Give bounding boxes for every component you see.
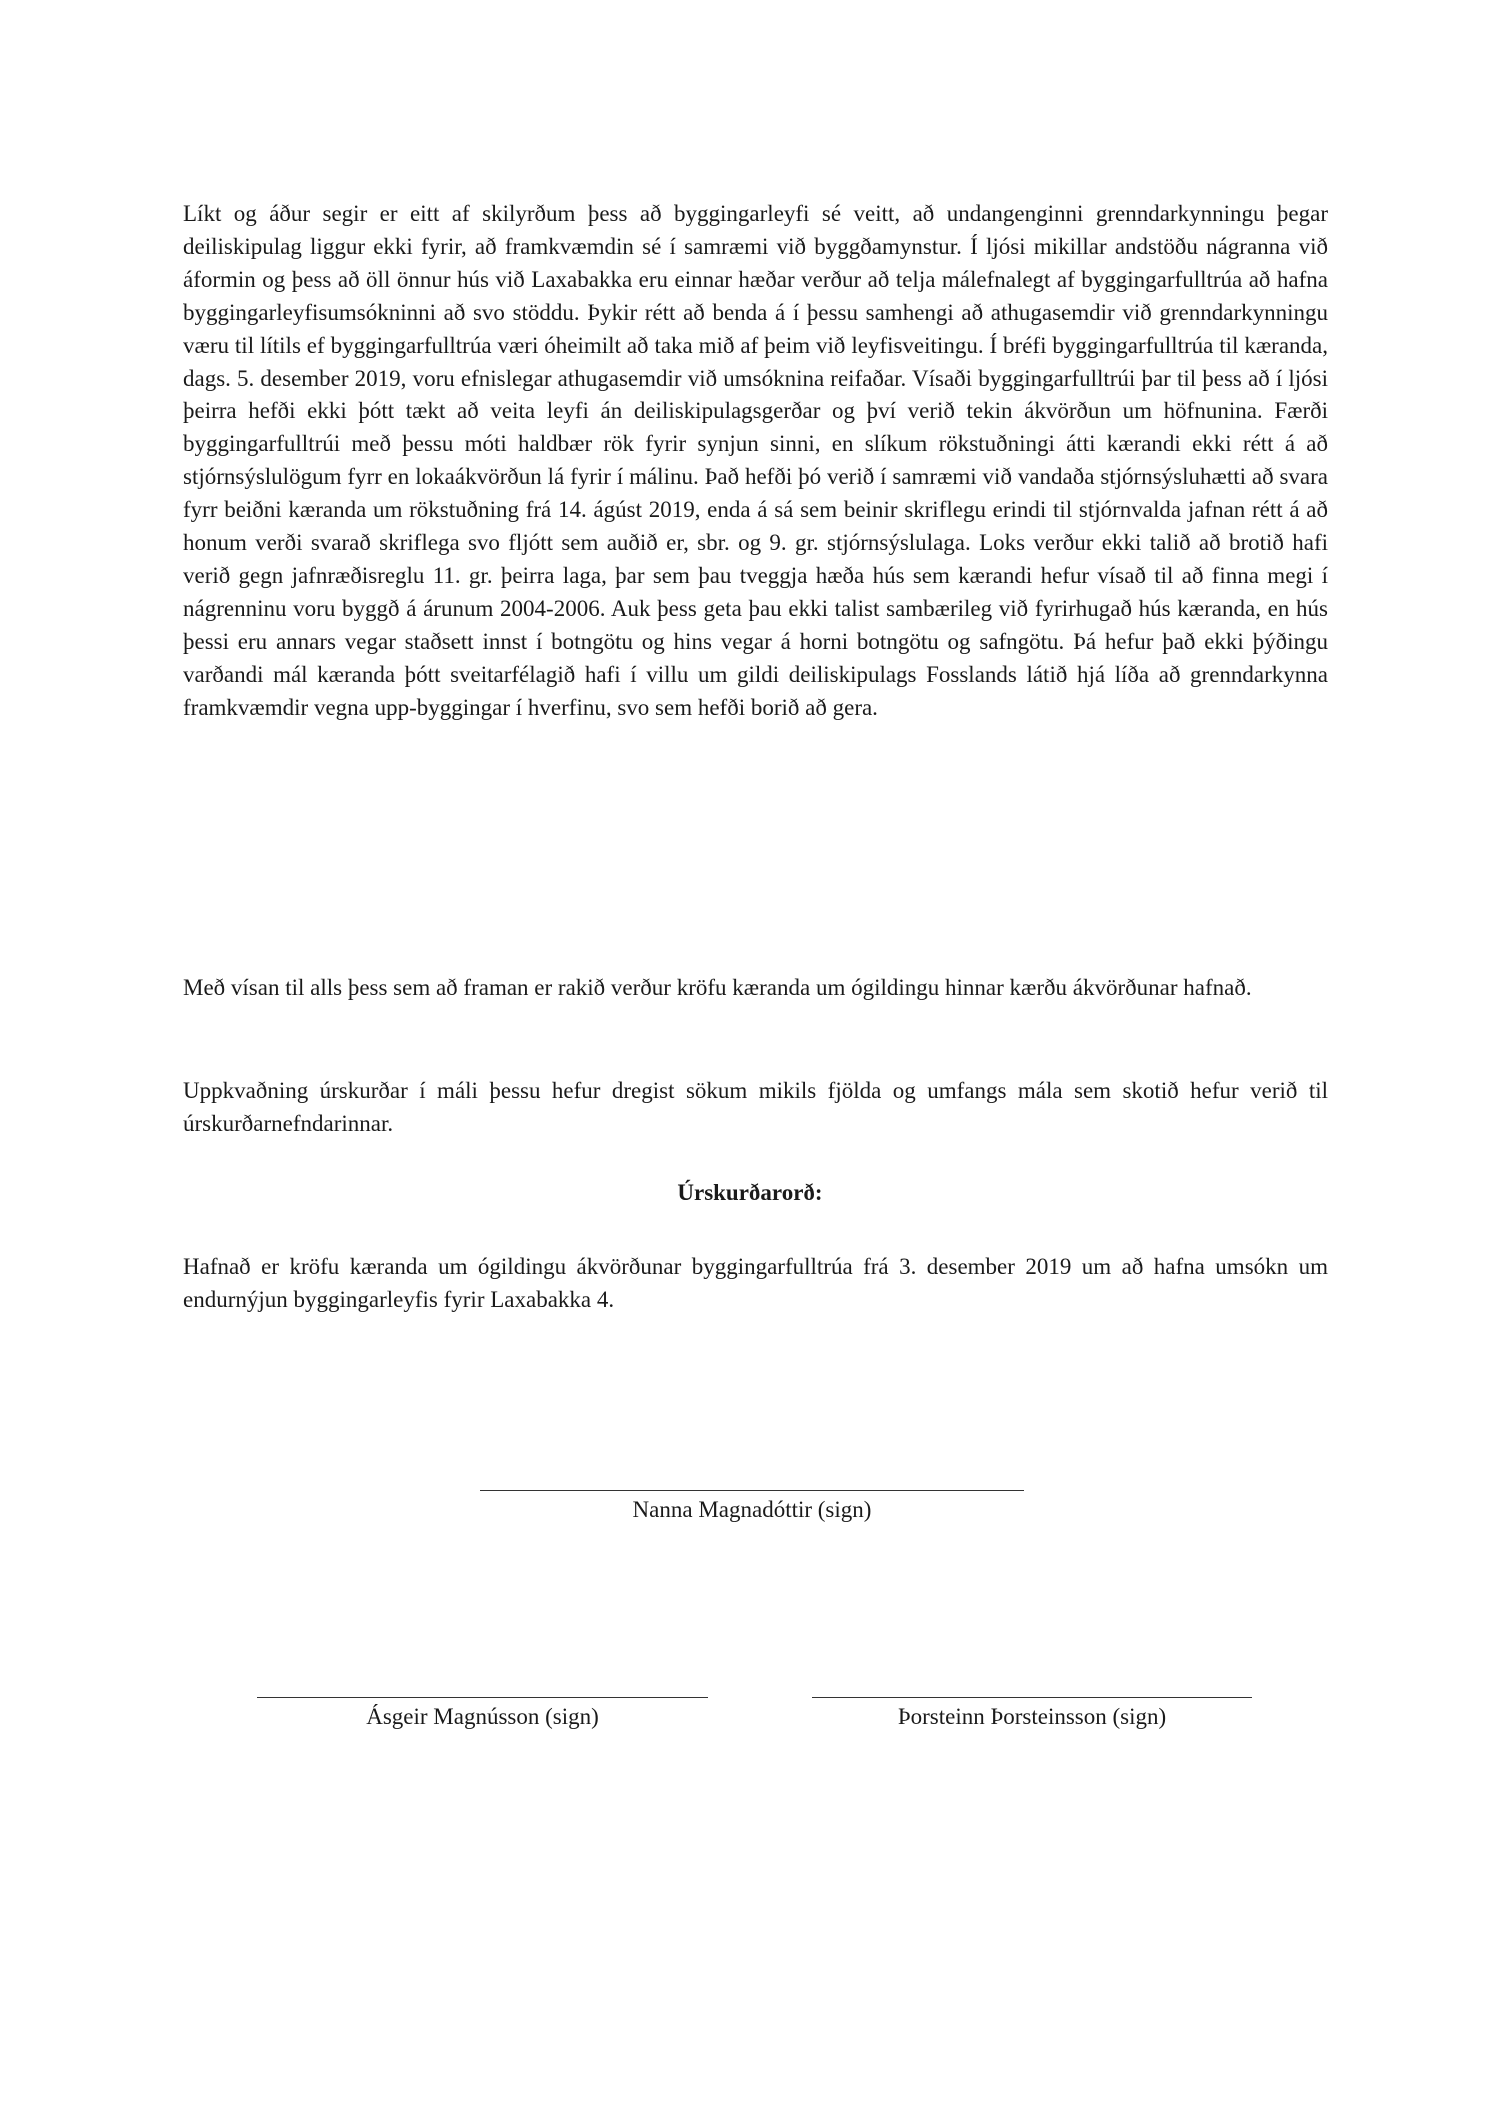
signature-name: Nanna Magnadóttir (sign)	[632, 1497, 872, 1522]
signature-line	[480, 1490, 1024, 1491]
ruling-heading: Úrskurðarorð:	[677, 1180, 823, 1205]
signature-line	[812, 1697, 1252, 1698]
paragraph-conclusion: Með vísan til alls þess sem að framan er rakið verður kröfu kæranda um ógildingu hinnar kærðu ákvörðunar hafnað.	[183, 975, 1252, 1000]
signature-block	[812, 1697, 1252, 1730]
paragraph-reasoning: Líkt og áður segir er eitt af skilyrðum þess að byggingarleyfi sé veitt, að undangenginni grenndarkynningu þegar deiliskipulag liggur ekki fyrir, að framkvæmdin sé í samræmi við byggðamynstur. Í ljósi mikillar andstöðu nágranna við áformin og þess að öll önnur hús við Laxabakka eru einnar hæðar verður að telja málefnalegt af byggingarfulltrúa að hafna byggingarleyfisumsókninni að svo stöddu. Þykir rétt að benda á í þessu samhengi að athugasemdir við grenndarkynningu væru til lítils ef byggingarfulltrúa væri óheimilt að taka mið af þeim við leyfisveitingu. Í bréfi byggingarfulltrúa til kæranda, dags. 5. desember 2019, voru efnislegar athugasemdir við umsóknina reifaðar. Vísaði byggingarfulltrúi þar til þess að í ljósi þeirra hefði ekki þótt tækt að veita leyfi án deiliskipulagsgerðar og því verið tekin ákvörðun um höfnunina. Færði byggingarfulltrúi með þessu móti haldbær rök fyrir synjun sinni, en slíkum rökstuðningi átti kærandi ekki rétt á að stjórnsýslulögum fyrr en lokaákvörðun lá fyrir í málinu. Það hefði þó verið í samræmi við vandaða stjórnsýsluhætti að svara fyrr beiðni kæranda um rökstuðning frá 14. ágúst 2019, enda á sá sem beinir skriflegu erindi til stjórnvalda jafnan rétt á að honum verði svarað skriflega svo fljótt sem auðið er, sbr. og 9. gr. stjórnsýslulaga. Loks verður ekki talið að brotið hafi verið gegn jafnræðisreglu 11. gr. þeirra laga, þar sem þau tveggja hæða hús sem kærandi hefur vísað til að finna megi í nágrenninu voru byggð á árunum 2004-2006. Auk þess geta þau ekki talist sambærileg við fyrirhugað hús kæranda, en hús þessi eru annars vegar staðsett innst í botngötu og hins vegar á horni botngötu og safngötu. Þá hefur það ekki þýðingu varðandi mál kæranda þótt sveitarfélagið hafi í villu um gildi deiliskipulags Fosslands látið hjá líða að grenndarkynna framkvæmdir vegna upp-byggingar í hverfinu, svo sem hefði borið að gera.	[183, 201, 1328, 720]
paragraph-delay-note: Uppkvaðning úrskurðar í máli þessu hefur dregist sökum mikils fjölda og umfangs mála sem skotið hefur verið til úrskurðarnefndarinnar.	[183, 1078, 1328, 1136]
signature-line	[257, 1697, 708, 1698]
signature-name: Þorsteinn Þorsteinsson (sign)	[897, 1704, 1167, 1729]
signature-block	[480, 1490, 1024, 1523]
signature-name: Ásgeir Magnússon (sign)	[366, 1704, 599, 1729]
signature-block	[257, 1697, 708, 1730]
ruling-text: Hafnað er kröfu kæranda um ógildingu ákvörðunar byggingarfulltrúa frá 3. desember 2019 um að hafna umsókn um endurnýjun byggingarleyfis fyrir Laxabakka 4.	[183, 1254, 1328, 1312]
